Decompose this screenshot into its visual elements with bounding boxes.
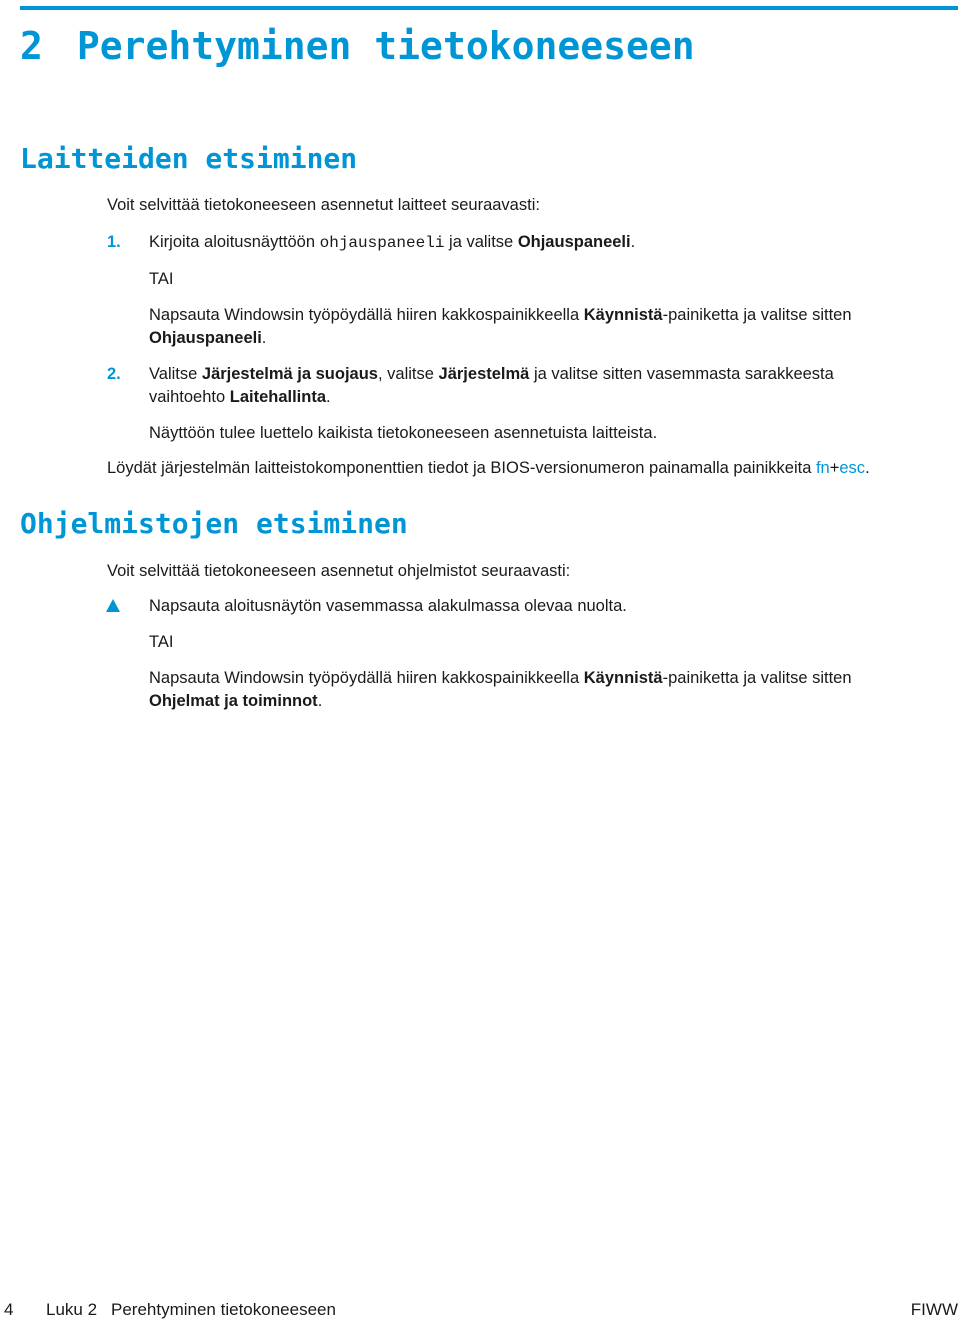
alt-2-line-2 [149,690,322,713]
alt-2-text-a: Napsauta Windowsin työpöydällä hiiren kakkospainikkeella [149,669,584,687]
alt-1-bold-1: Käynnistä [583,306,663,324]
top-rule [20,6,958,10]
fn-key: fn [815,459,830,477]
key-plus: + [829,459,840,477]
alt-1-line-1 [149,304,852,327]
step-1-bold: Ohjauspaneeli [517,233,631,251]
esc-key: esc [839,459,866,477]
triangle-bullet-icon [106,599,120,612]
step-1-text-b: ja valitse [444,233,518,251]
step-1-text-a: Kirjoita aloitusnäyttöön [149,233,320,251]
step-1-text-c: . [630,233,636,251]
or-label-1: TAI [149,270,174,288]
alt-1-bold-2: Ohjauspaneeli [149,329,262,347]
bios-text-b: . [865,459,870,477]
bios-text-a: Löydät järjestelmän laitteistokomponenttien tiedot ja BIOS-versionumeron painamalla painikkeita [107,459,816,477]
step-2-line-1 [149,363,834,386]
step-2-bold-1: Järjestelmä ja suojaus [201,365,378,383]
footer-code: FIWW [910,1300,958,1319]
step-number-1: 1. [107,233,121,251]
or-label-2: TAI [149,633,174,651]
alt-1-line-2 [149,327,266,350]
footer-chapter-label: Luku 2 [46,1300,98,1319]
step-number-2: 2. [107,365,121,383]
section2-intro: Voit selvittää tietokoneeseen asennetut ohjelmistot seuraavasti: [107,562,571,580]
section-title-software: Ohjelmistojen etsiminen [20,507,408,540]
chapter-title-text: Perehtyminen tietokoneeseen [76,24,695,68]
chapter-number: 2 [20,24,43,68]
alt-2-text-c: . [317,692,323,710]
step-1-code: ohjauspaneeli [319,234,445,252]
step-2-text-a: Valitse [149,365,202,383]
footer-chapter-title: Perehtyminen tietokoneeseen [111,1300,336,1319]
step-2-bold-3: Laitehallinta [229,388,327,406]
chapter-title [20,20,695,72]
alt-2-bold-2: Ohjelmat ja toiminnot [149,692,318,710]
alt-1-text-a: Napsauta Windowsin työpöydällä hiiren kakkospainikkeella [149,306,584,324]
alt-2-text-b: -painiketta ja valitse sitten [662,669,852,687]
section1-intro: Voit selvittää tietokoneeseen asennetut laitteet seuraavasti: [107,196,540,214]
result-text: Näyttöön tulee luettelo kaikista tietokoneeseen asennetuista laitteista. [149,424,658,442]
section-title-devices: Laitteiden etsiminen [20,142,358,175]
step-1-text [149,231,635,255]
step-2-text-d: vaihtoehto [149,388,230,406]
step-2-line-2 [149,386,331,409]
step-2-text-e: . [326,388,331,406]
page-number: 4 [4,1300,14,1319]
step-2-text-c: ja valitse sitten vasemmasta sarakkeesta [529,365,834,383]
software-step: Napsauta aloitusnäytön vasemmassa alakulmassa olevaa nuolta. [149,597,627,615]
alt-1-text-c: . [261,329,267,347]
step-2-bold-2: Järjestelmä [438,365,530,383]
bios-text [107,457,870,480]
alt-1-text-b: -painiketta ja valitse sitten [662,306,852,324]
alt-2-line-1 [149,667,852,690]
step-2-text-b: , valitse [378,365,439,383]
alt-2-bold-1: Käynnistä [583,669,663,687]
